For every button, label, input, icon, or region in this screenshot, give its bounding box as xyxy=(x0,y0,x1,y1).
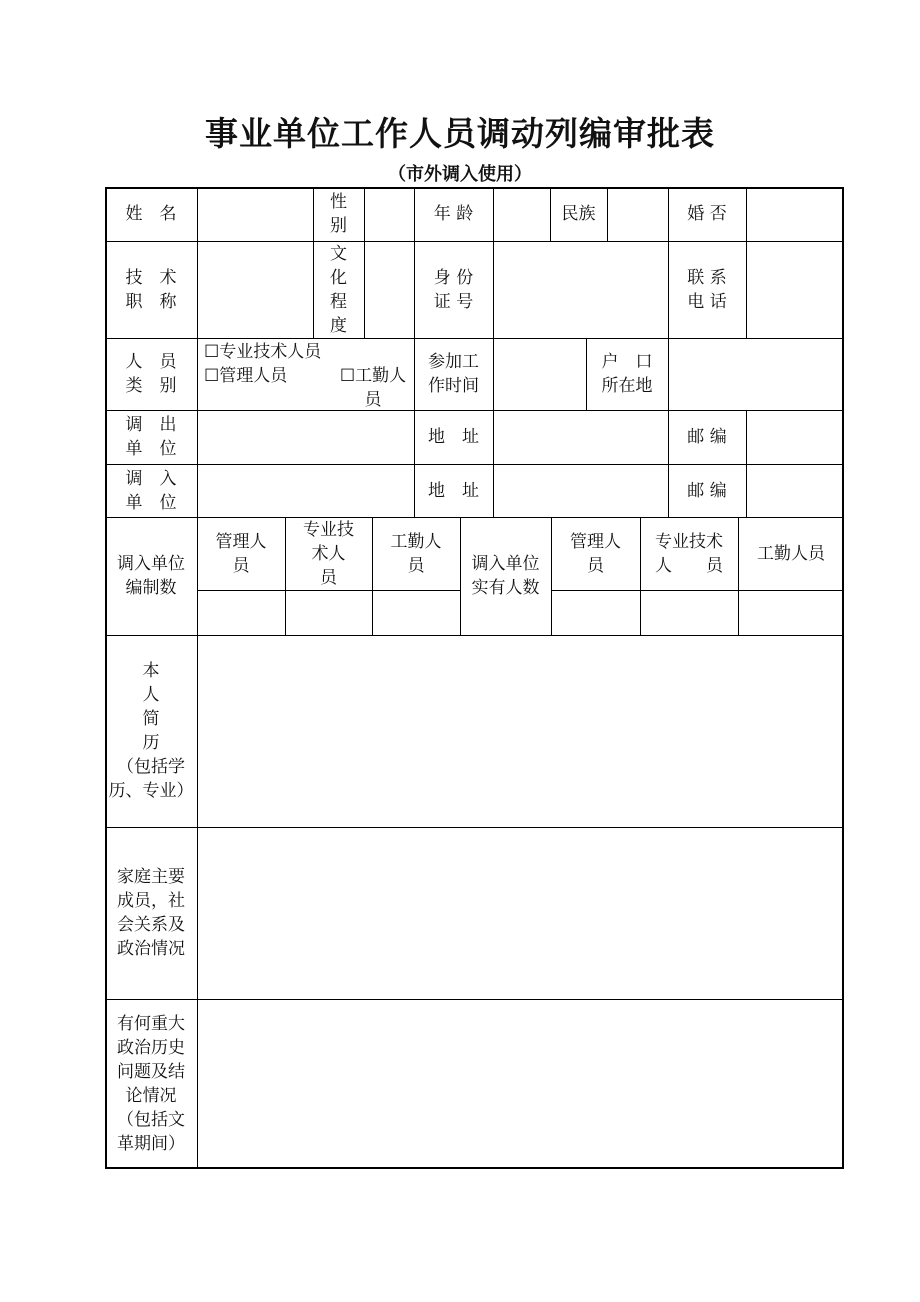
to-postcode-field[interactable] xyxy=(747,465,843,517)
ethnicity-field[interactable] xyxy=(608,188,668,241)
actual-worker-label: 工勤人员 xyxy=(757,543,825,564)
quota-worker-field[interactable] xyxy=(373,591,460,635)
to-address-field[interactable] xyxy=(494,465,668,517)
form-title: 事业单位工作人员调动列编审批表 xyxy=(205,114,715,153)
quota-worker-label: 工勤人 员 xyxy=(390,531,442,576)
name-field[interactable] xyxy=(198,188,313,241)
history-field[interactable] xyxy=(198,1000,843,1167)
actual-label: 调入单位 实有人数 xyxy=(471,554,540,598)
tech-title-field[interactable] xyxy=(198,242,313,338)
from-postcode-field[interactable] xyxy=(747,411,843,464)
to-postcode-label: 邮 编 xyxy=(687,480,727,501)
ethnicity-label: 民族 xyxy=(561,204,596,224)
family-field[interactable] xyxy=(198,828,843,999)
age-label: 年 龄 xyxy=(433,204,474,224)
marital-field[interactable] xyxy=(747,188,843,241)
from-address-field[interactable] xyxy=(494,411,668,464)
id-number-field[interactable] xyxy=(494,242,668,338)
actual-worker-field[interactable] xyxy=(739,591,843,635)
quota-prof-label: 专业技 术人 员 xyxy=(303,519,354,588)
household-field[interactable] xyxy=(669,339,843,410)
to-unit-field[interactable] xyxy=(198,465,414,517)
age-field[interactable] xyxy=(494,188,550,241)
resume-field[interactable] xyxy=(198,636,843,827)
actual-mgmt-field[interactable] xyxy=(552,591,640,635)
phone-field[interactable] xyxy=(747,242,843,338)
to-address-label: 地 址 xyxy=(428,480,479,501)
checkbox-management-staff[interactable]: ☐管理人员 xyxy=(204,366,288,386)
from-postcode-label: 邮 编 xyxy=(687,427,727,447)
quota-label: 调入单位 编制数 xyxy=(117,554,185,598)
quota-prof-field[interactable] xyxy=(286,591,372,635)
household-label: 户 口 所在地 xyxy=(601,352,653,396)
tech-title-label: 技 术 职 称 xyxy=(125,267,177,312)
form-subtitle: （市外调入使用） xyxy=(388,164,532,185)
education-label: 文 化 程 度 xyxy=(330,243,347,336)
from-unit-label: 调 出 单 位 xyxy=(125,415,177,459)
phone-label: 联 系 电 话 xyxy=(687,267,727,312)
work-start-field[interactable] xyxy=(494,339,586,410)
checkbox-worker-staff[interactable]: ☐工勤人 员 xyxy=(339,366,407,410)
marital-label: 婚 否 xyxy=(687,204,727,224)
actual-mgmt-label: 管理人 员 xyxy=(570,531,621,576)
work-start-label: 参加工 作时间 xyxy=(428,352,479,396)
from-unit-field[interactable] xyxy=(198,411,414,464)
checkbox-professional-staff[interactable]: ☐专业技术人员 xyxy=(204,342,322,362)
id-number-label: 身 份 证 号 xyxy=(433,267,474,312)
history-label: 有何重大 政治历史 问题及结 论情况 （包括文 革期间） xyxy=(117,1014,185,1154)
family-label: 家庭主要 成员，社 会关系及 政治情况 xyxy=(117,867,185,959)
quota-mgmt-field[interactable] xyxy=(198,591,285,635)
name-label: 姓 名 xyxy=(125,204,177,224)
quota-mgmt-label: 管理人 员 xyxy=(215,531,267,576)
staff-category-label: 人 员 类 别 xyxy=(125,352,177,396)
from-address-label: 地 址 xyxy=(428,427,479,447)
actual-prof-field[interactable] xyxy=(641,591,738,635)
gender-label: 性 别 xyxy=(330,192,347,236)
gender-field[interactable] xyxy=(365,188,414,241)
to-unit-label: 调 入 单 位 xyxy=(125,468,177,513)
actual-prof-label: 专业技术 人 员 xyxy=(655,531,723,576)
resume-label: 本 人 简 历 （包括学 历、专业） xyxy=(108,661,194,801)
education-field[interactable] xyxy=(365,242,414,338)
